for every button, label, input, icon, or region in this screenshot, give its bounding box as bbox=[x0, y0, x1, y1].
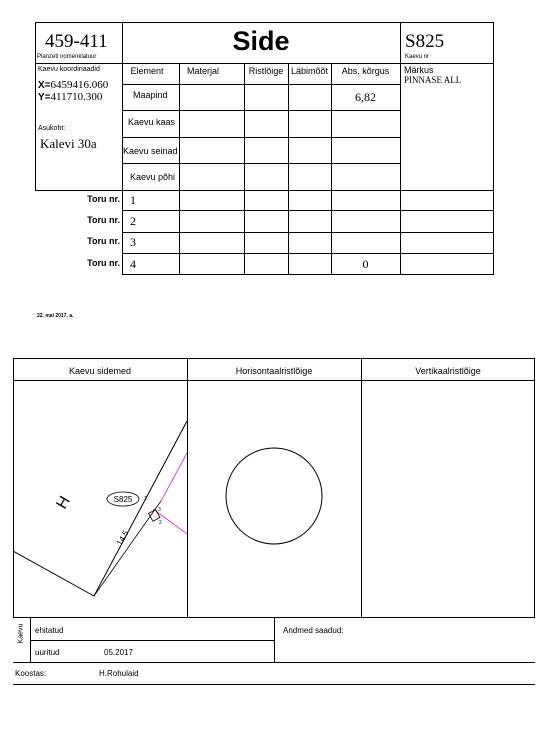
row-element-kaevu-seinad: Kaevu seinad bbox=[123, 146, 178, 156]
pipe-label-4: Toru nr. bbox=[87, 258, 120, 268]
row-abs-maapind: 6,82 bbox=[355, 90, 376, 104]
col-header-material: Materjal bbox=[187, 66, 220, 76]
col-header-cross-section: Ristlõige bbox=[248, 66, 284, 76]
x-coordinate bbox=[38, 79, 108, 91]
location-value: Kalevi 30a bbox=[40, 136, 97, 151]
divider bbox=[274, 618, 275, 662]
divider bbox=[122, 274, 494, 275]
y-value: 411710.300 bbox=[50, 91, 103, 103]
pipe-label-3: Toru nr. bbox=[87, 236, 120, 246]
well-number-label: Kaevu nr bbox=[405, 54, 430, 60]
well-number: S825 bbox=[405, 31, 445, 52]
status-built: ehitatud bbox=[35, 626, 64, 635]
x-label: X= bbox=[38, 80, 51, 91]
compiled-label: Koostas: bbox=[15, 669, 47, 678]
y-label: Y= bbox=[38, 92, 51, 103]
data-received-label: Andmed saadud: bbox=[283, 626, 344, 635]
pipe-abs-4: 0 bbox=[362, 257, 369, 271]
col-header-diameter: Läbimõõt bbox=[290, 66, 329, 76]
divider bbox=[122, 253, 494, 254]
divider bbox=[244, 63, 245, 274]
divider bbox=[122, 84, 400, 85]
sketch-label-1: 1 bbox=[144, 496, 147, 502]
pipe-num-2: 2 bbox=[130, 214, 136, 228]
divider bbox=[13, 662, 535, 663]
col-header-abs-height: Abs. kõrgus bbox=[341, 66, 390, 76]
col-header-element: Element bbox=[130, 66, 164, 76]
sketch-header-horizontal: Horisontaalristlõige bbox=[235, 366, 313, 376]
building-outline bbox=[13, 421, 187, 596]
remarks-label: Märkus bbox=[404, 65, 434, 75]
status-surveyed-date: 05.2017 bbox=[104, 648, 133, 657]
divider bbox=[122, 137, 400, 138]
x-value: 6459416.060 bbox=[50, 79, 109, 91]
pipe-num-4: 4 bbox=[130, 257, 136, 271]
divider bbox=[179, 63, 180, 274]
divider bbox=[122, 63, 400, 64]
pipe-line bbox=[94, 501, 161, 596]
sketch-label-3: 3 bbox=[158, 507, 161, 513]
row-element-kaevu-pohi: Kaevu põhi bbox=[130, 172, 176, 182]
divider bbox=[122, 163, 400, 164]
divider bbox=[122, 110, 400, 111]
building-label: H bbox=[53, 493, 74, 512]
divider bbox=[122, 210, 494, 211]
dimension-label: 14.5 bbox=[114, 529, 131, 547]
row-element-maapind: Maapind bbox=[133, 90, 168, 100]
footer-side-label: Kaevu bbox=[17, 623, 25, 644]
horizontal-cross-section bbox=[188, 381, 360, 617]
divider bbox=[288, 63, 289, 274]
coords-label: Kaevu koordinaadid bbox=[38, 66, 100, 73]
divider bbox=[30, 640, 274, 641]
sketch-header-connections: Kaevu sidemed bbox=[68, 366, 132, 376]
well-tag: S825 bbox=[113, 495, 133, 504]
divider bbox=[361, 358, 362, 618]
sketch-label-2: 2 bbox=[159, 520, 162, 526]
status-surveyed: uuritud bbox=[35, 648, 60, 657]
pipe-num-1: 1 bbox=[130, 193, 136, 207]
divider bbox=[400, 22, 401, 191]
document-date: 22. mai 2017. a. bbox=[37, 313, 74, 319]
y-coordinate bbox=[38, 91, 102, 103]
divider bbox=[35, 63, 122, 64]
divider bbox=[13, 684, 535, 685]
connection-sketch bbox=[13, 381, 187, 617]
nomenclature-label: Planzeti nomenklatuur bbox=[37, 54, 97, 60]
pipe-num-3: 3 bbox=[130, 235, 136, 249]
magenta-line bbox=[161, 453, 187, 501]
row-element-kaevu-kaas: Kaevu kaas bbox=[128, 117, 176, 127]
page-title: Side bbox=[232, 26, 290, 56]
pipe-label-1: Toru nr. bbox=[87, 194, 120, 204]
remarks-value: PINNASE ALL bbox=[404, 75, 462, 85]
divider bbox=[400, 63, 494, 64]
divider bbox=[122, 232, 494, 233]
pipe-label-2: Toru nr. bbox=[87, 215, 120, 225]
compiled-value: H.Rohulaid bbox=[99, 669, 139, 678]
location-label: Asukoht: bbox=[38, 125, 66, 132]
well-circle bbox=[226, 448, 322, 544]
nomenclature-number: 459-411 bbox=[45, 31, 108, 52]
sketch-header-vertical: Vertikaalristlõige bbox=[415, 366, 481, 376]
